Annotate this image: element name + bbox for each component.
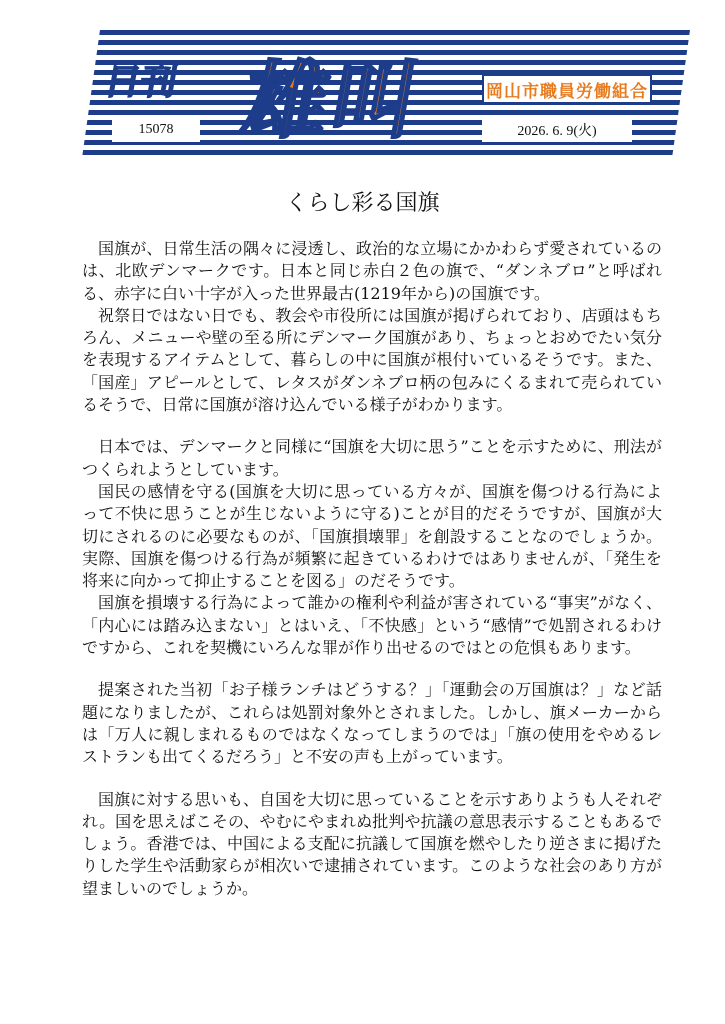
union-name: 岡山市職員労働組合	[486, 81, 648, 102]
issue-date: 2026. 6. 9(火)	[517, 124, 597, 139]
paragraph-4: 国民の感情を守る(国旗を大切に思っている方々が、国旗を傷つける行為によって不快に思うことが生じないように守る)ことが目的だそうですが、国旗が大切にされるのに必要なものが、「国旗損壊罪」を創設することなのでしょうか。実際、国旗を傷つける行為が頻繁に起きているわけではありませんが、「発生を将来に向かって抑止することを図る」のだそうです。	[82, 481, 662, 591]
paragraph-gap	[82, 659, 662, 679]
article-headline: くらし彩る国旗	[285, 191, 440, 216]
paragraph-2: 祝祭日ではない日でも、教会や市役所には国旗が掲げられており、店頭はもちろん、メニューや壁の至る所にデンマーク国旗があり、ちょっとおめでたい気分を表現するアイテムとして、暮らしの中に国旗が根付いているそうです。また、「国産」アピールとして、レタスがダンネブロ柄の包みにくるまれて売られているそうで、日常に国旗が溶け込んでいる様子がわかります。	[82, 305, 662, 415]
masthead	[82, 30, 692, 158]
union-name-box	[482, 74, 652, 104]
paragraph-5: 国旗を損壊する行為によって誰かの権利や利益が害されている“事実”がなく、「内心には踏み込まない」とはいえ、「不快感」という“感情”で処罰されるわけですから、これを契機にいろんな罪が作り出せるのではとの危惧もあります。	[82, 593, 662, 658]
paragraph-1: 国旗が、日常生活の隅々に浸透し、政治的な立場にかかわらず愛されているのは、北欧デンマークです。日本と同じ赤白２色の旗で、“ダンネブロ”と呼ばれる、赤字に白い十字が入った世界最古(1219年から)の国旗です。	[82, 239, 662, 303]
paragraph-6: 提案された当初「お子様ランチはどうする？」「運動会の万国旗は？」など話題になりましたが、これらは処罰対象外とされました。しかし、旗メーカーからは「万人に親しまれるものではなくなってしまうのでは」「旗の使用をやめるレストランも出てくるだろう」と不安の声も上がっています。	[82, 680, 662, 767]
article-body	[82, 238, 662, 900]
issue-number-box	[112, 118, 200, 142]
issue-number: 15078	[138, 122, 174, 137]
paragraph-7: 国旗に対する思いも、自国を大切に思っていることを示すありようも人それぞれ。国を思えばこその、やむにやまれぬ批判や抗議の意思表示することもあるでしょう。香港では、中国による支配に抗議して国旗を燃やしたり逆さまに掲げたりした学生や活動家らが相次いで逮捕されています。このような社会のあり方が望ましいのでしょうか。	[82, 789, 662, 898]
masthead-prefix: 日刊	[101, 60, 181, 103]
masthead-title: 雄叫	[235, 51, 430, 150]
paragraph-gap	[82, 769, 662, 789]
paragraph-gap	[82, 416, 662, 436]
paragraph-3: 日本では、デンマークと同様に“国旗を大切に思う”ことを示すために、刑法がつくられようとしています。	[82, 437, 662, 479]
issue-date-box	[482, 118, 632, 142]
